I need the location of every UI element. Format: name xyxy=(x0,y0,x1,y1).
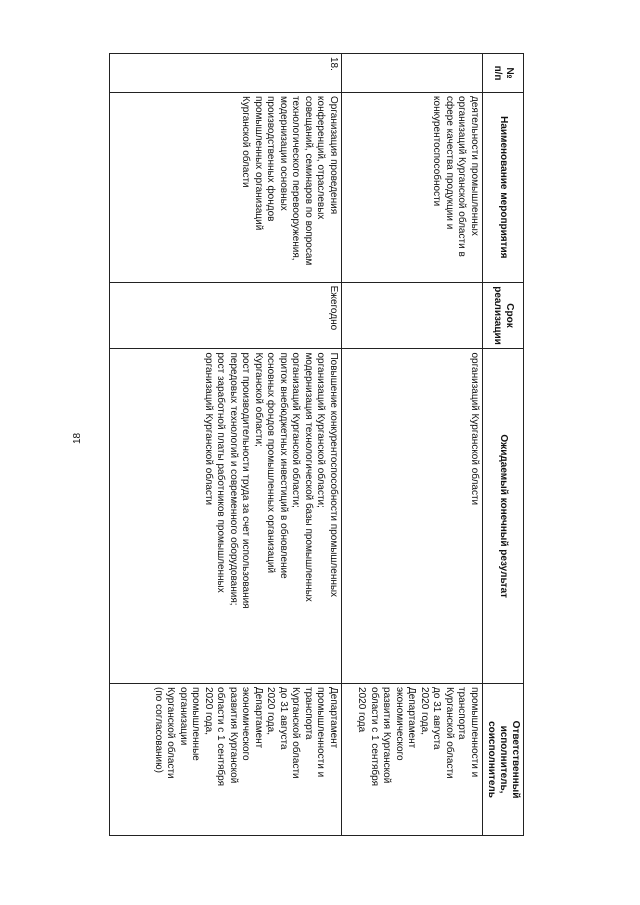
row-expected-result: Повышение конкурентоспособности промышленных организаций Курганской области; модернизация технологической базы промышленных организаций Курганской области; приток внебюджетных инвестиций в обновление основных фондов промышленных организаций Курганской области; рост производительности труда за счет использования передовых технологий и современного оборудования; рост заработной платы работников промышленных организаций Курганской области xyxy=(110,349,342,684)
row-number: 18. xyxy=(110,54,342,93)
table-row xyxy=(110,54,342,836)
header-expected-result: Ожидаемый конечный результат xyxy=(483,349,524,684)
header-term: Срок реализации xyxy=(483,282,524,349)
header-number: № п/п xyxy=(483,54,524,93)
header-responsible: Ответственный исполнитель, соисполнитель xyxy=(483,684,524,836)
page-number: 18 xyxy=(72,432,83,444)
row-expected-result: организаций Курганской области xyxy=(342,349,483,684)
row-term: Ежегодно xyxy=(110,282,342,349)
table-header-row xyxy=(483,54,524,836)
row-event-name: Организация проведения конференций, отраслевых совещаний, семинаров по вопросам технологического перевооружения, модернизации основных производственных фондов промышленных организаций Курганской области xyxy=(110,93,342,283)
row-responsible: Департамент промышленности и транспорта Курганской области до 31 августа 2020 года, Департамент экономического развития Курганской области с 1 сентября 2020 года, промышленные организации Курганской области (по согласованию) xyxy=(110,684,342,836)
row-number xyxy=(342,54,483,93)
row-responsible: промышленности и транспорта Курганской области до 31 августа 2020 года, Департамент экономического развития Курганской области с 1 сентября 2020 года xyxy=(342,684,483,836)
measures-table xyxy=(109,53,524,836)
row-event-name: деятельности промышленных организаций Курганской области в сфере качества продукции и конкурентоспособности xyxy=(342,93,483,283)
table-row xyxy=(342,54,483,836)
header-event-name: Наименование мероприятия xyxy=(483,93,524,283)
row-term xyxy=(342,282,483,349)
